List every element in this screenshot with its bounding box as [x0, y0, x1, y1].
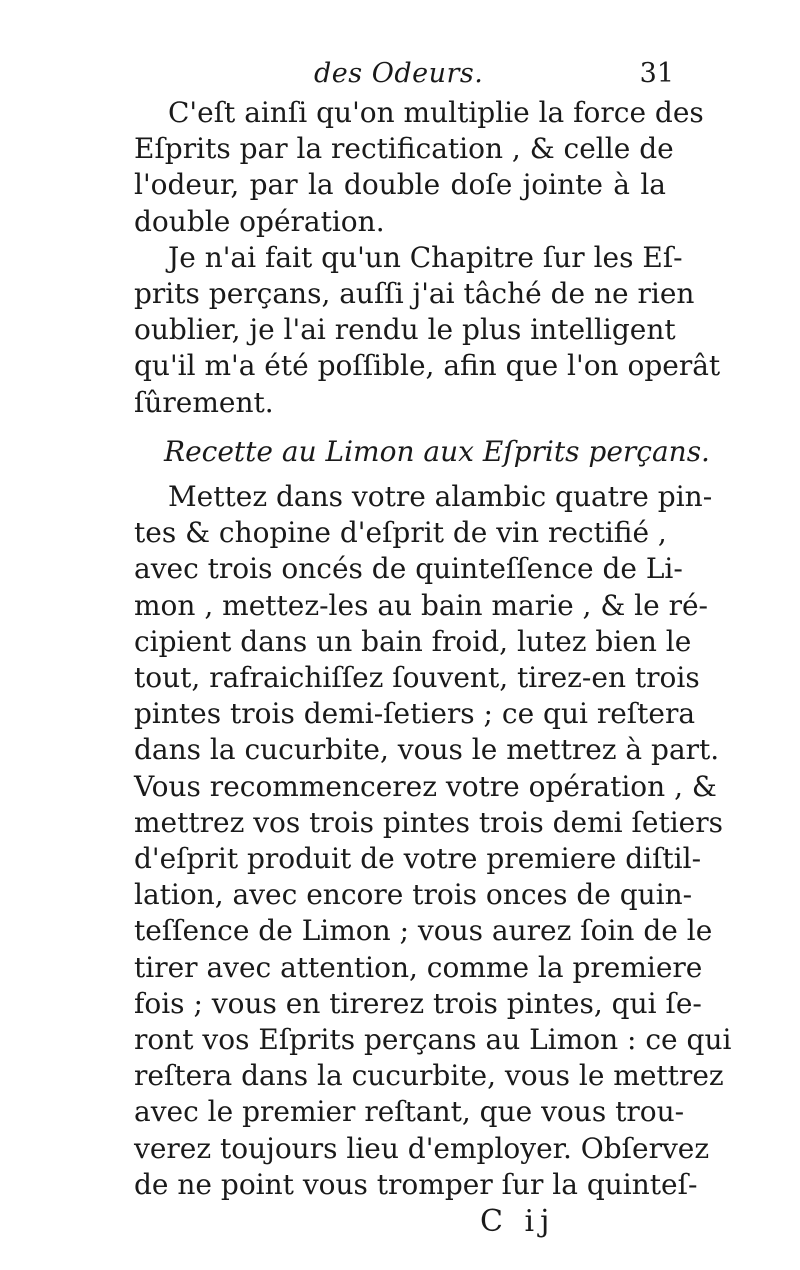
text-line: tout, rafraichiſſez ſouvent, tirez-en trois — [134, 661, 700, 694]
text-line: Eſprits par la rectification , & celle de — [134, 132, 674, 166]
page-number: 31 — [639, 58, 674, 89]
text-line: tes & chopine d'eſprit de vin rectifié , — [134, 516, 667, 550]
text-line: teſſence de Limon ; vous aurez ſoin de le — [134, 914, 713, 948]
text-line: Mettez dans votre alambic quatre pin- — [168, 480, 713, 513]
text-line: qu'il m'a été poſſible, afin que l'on operât — [134, 349, 721, 383]
text-line: verez toujours lieu d'employer. Obſervez — [134, 1131, 710, 1165]
text-line: oublier, je l'ai rendu le plus intelligent — [134, 313, 676, 347]
text-line: mettrez vos trois pintes trois demi ſetiers — [134, 805, 723, 839]
text-line: avec trois oncés de quinteſſence de Li- — [134, 552, 683, 586]
text-line: dans la cucurbite, vous le mettrez à part. — [134, 733, 720, 767]
signature-mark: C ij — [480, 1204, 556, 1239]
text-line: lation, avec encore trois onces de quin- — [134, 878, 693, 912]
text-line: avec le premier reſtant, que vous trou- — [134, 1095, 685, 1129]
text-line: tirer avec attention, comme la premiere — [134, 950, 703, 984]
recipe-title: Recette au Limon aux Eſprits perçans. — [164, 434, 710, 468]
text-line: ront vos Eſprits perçans au Limon : ce qui — [134, 1023, 732, 1056]
text-line: ſûrement. — [134, 385, 274, 419]
text-line: reſtera dans la cucurbite, vous le mettrez — [134, 1059, 724, 1093]
text-line: double opération. — [134, 204, 385, 238]
text-line: prits perçans, auſſi j'ai tâché de ne rien — [134, 277, 695, 310]
running-head: des Odeurs. — [314, 58, 484, 89]
text-line: cipient dans un bain froid, lutez bien le — [134, 624, 692, 658]
text-line: mon , mettez-les au bain marie , & le ré- — [134, 588, 708, 622]
text-line: de ne point vous tromper ſur la quinteſ- — [134, 1167, 698, 1201]
text-line: C'eſt ainſi qu'on multiplie la force des — [168, 96, 704, 129]
text-line: Je n'ai fait qu'un Chapitre ſur les Eſ- — [168, 240, 683, 274]
text-line: Vous recommencerez votre opération , & — [134, 769, 717, 803]
text-line: d'eſprit produit de votre premiere diſtil- — [134, 842, 702, 875]
text-line: l'odeur, par la double doſe jointe à la — [134, 168, 666, 202]
page-header — [134, 58, 674, 98]
text-line: fois ; vous en tirerez trois pintes, qui ſe- — [134, 986, 702, 1020]
text-line: pintes trois demi-ſetiers ; ce qui reſtera — [134, 697, 696, 731]
